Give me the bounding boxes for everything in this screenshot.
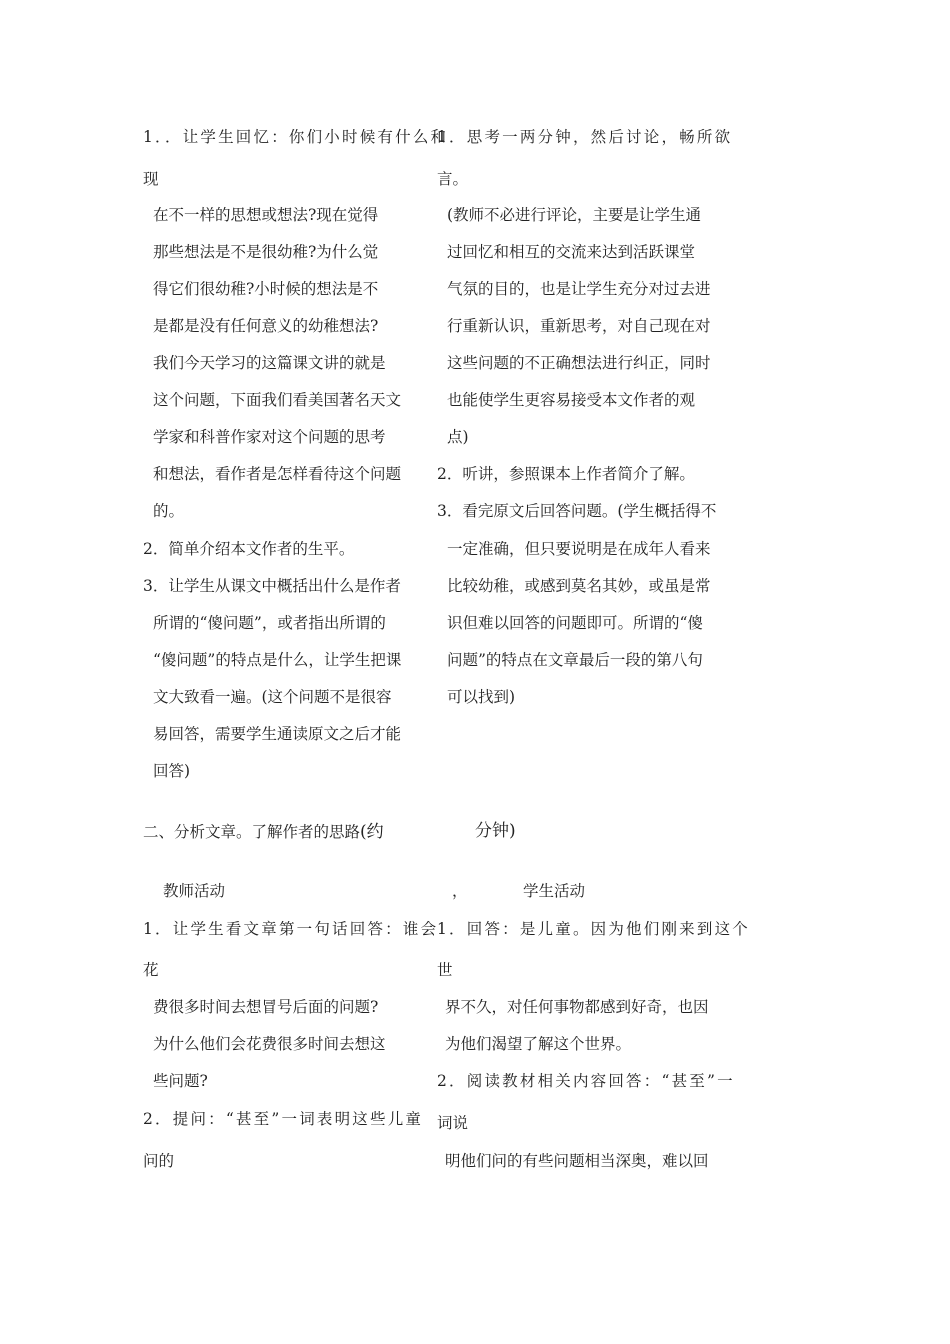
s1-left-line-1: 1．．让学生回忆：你们小时候有什么和 [143, 128, 449, 146]
s1-left-line-18: 回答) [153, 762, 191, 780]
s2-right-line-5: 2．阅读教材相关内容回答：“甚至”一 [437, 1072, 735, 1090]
s2-heading [143, 822, 384, 842]
s2-heading-text: 二、分析文章。了解作者的思路 [143, 823, 361, 841]
s2-left-line-2: 花 [143, 961, 159, 979]
s1-right-line-15: 问题”的特点在文章最后一段的第八句 [447, 651, 703, 669]
s1-right-line-10: 2．听讲，参照课本上作者简介了解。 [437, 465, 695, 483]
s1-left-line-14: 所谓的“傻问题”，或者指出所谓的 [153, 614, 386, 632]
s1-right-line-1: 1．思考一两分钟，然后讨论，畅所欲 [437, 128, 733, 146]
s1-left-line-16: 文大致看一遍。(这个问题不是很容 [153, 688, 392, 706]
s1-left-line-13: 3．让学生从课文中概括出什么是作者 [143, 577, 401, 595]
s1-right-line-4: 过回忆和相互的交流来达到活跃课堂 [447, 243, 696, 261]
s2-left-line-5: 些问题? [153, 1072, 208, 1090]
s1-left-line-3: 在不一样的思想或想法?现在觉得 [153, 206, 379, 224]
s2-left-line-1: 1．让学生看文章第一句话回答：谁会 [143, 920, 439, 938]
s2-heading-paren: (约 [360, 822, 384, 842]
s2-left-line-6: 2．提问：“甚至”一词表明这些儿童 [143, 1110, 424, 1128]
s2-left-line-4: 为什么他们会花费很多时间去想这 [153, 1035, 386, 1053]
s1-right-line-8: 也能使学生更容易接受本文作者的观 [447, 391, 696, 409]
s1-left-line-9: 学家和科普作家对这个问题的思考 [153, 428, 386, 446]
s2-left-line-3: 费很多时间去想冒号后面的问题? [153, 998, 379, 1016]
s1-left-line-8: 这个问题，下面我们看美国著名天文 [153, 391, 402, 409]
label-comma: ， [452, 882, 468, 900]
s1-left-line-5: 得它们很幼稚?小时候的想法是不 [153, 280, 379, 298]
s1-left-line-12: 2．简单介绍本文作者的生平。 [143, 540, 355, 558]
s1-left-line-4: 那些想法是不是很幼稚?为什么觉 [153, 243, 379, 261]
s1-right-line-7: 这些问题的不正确想法进行纠正，同时 [447, 354, 711, 372]
s1-left-line-15: “傻问题”的特点是什么，让学生把课 [153, 651, 402, 669]
s1-left-line-10: 和想法，看作者是怎样看待这个问题 [153, 465, 402, 483]
s1-left-line-2: 现 [143, 170, 159, 188]
s1-right-line-13: 比较幼稚，或感到莫名其妙，或虽是常 [447, 577, 711, 595]
s1-right-line-12: 一定准确，但只要说明是在成年人看来 [447, 540, 711, 558]
s2-right-line-6: 词说 [437, 1114, 469, 1132]
s1-right-line-9: 点) [447, 428, 469, 446]
s1-left-line-11: 的。 [153, 502, 185, 520]
s1-right-line-6: 行重新认识，重新思考，对自己现在对 [447, 317, 711, 335]
s1-left-line-17: 易回答，需要学生通读原文之后才能 [153, 725, 402, 743]
s2-right-line-3: 界不久，对任何事物都感到好奇，也因 [445, 998, 709, 1016]
student-activity-label: 学生活动 [523, 882, 586, 900]
s1-right-line-16: 可以找到) [447, 688, 516, 706]
s1-right-line-3: (教师不必进行评论，主要是让学生通 [447, 206, 702, 224]
s1-right-line-11: 3．看完原文后回答问题。(学生概括得不 [437, 502, 717, 520]
s2-right-line-1: 1．回答：是儿童。因为他们刚来到这个 [437, 920, 750, 938]
teacher-activity-label: 教师活动 [163, 882, 226, 900]
s1-right-line-14: 识但难以回答的问题即可。所谓的“傻 [447, 614, 703, 632]
s1-left-line-7: 我们今天学习的这篇课文讲的就是 [153, 354, 386, 372]
s2-right-line-7: 明他们问的有些问题相当深奥，难以回 [445, 1152, 709, 1170]
s2-right-line-2: 世 [437, 961, 453, 979]
s2-left-line-7: 问的 [143, 1152, 175, 1170]
s2-heading-end: 分钟) [475, 821, 516, 841]
s1-left-line-6: 是都是没有任何意义的幼稚想法? [153, 317, 379, 335]
s1-right-line-5: 气氛的目的，也是让学生充分对过去进 [447, 280, 711, 298]
s1-right-line-2: 言。 [437, 170, 469, 188]
s2-right-line-4: 为他们渴望了解这个世界。 [445, 1035, 632, 1053]
